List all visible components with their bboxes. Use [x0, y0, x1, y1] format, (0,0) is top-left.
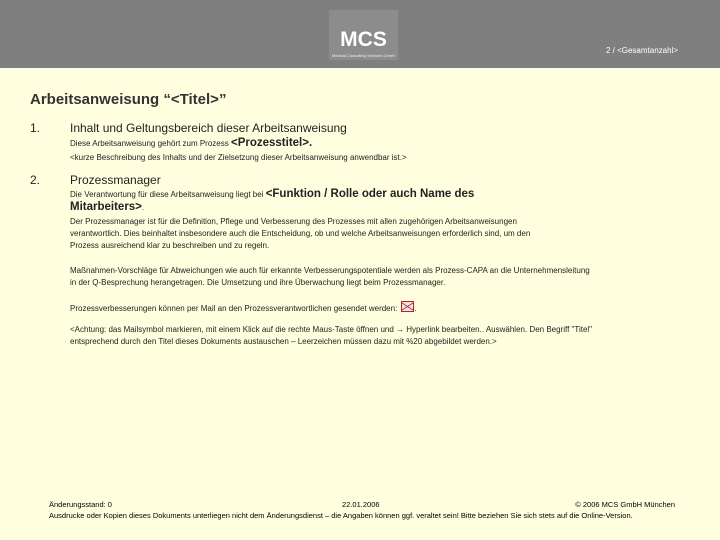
mcs-logo	[329, 10, 398, 60]
section-2-duties: Der Prozessmanager ist für die Definition, Pflege und Verbesserung des Prozesses mit allen zugehörigen Arbeitsanweisungen verantwortlich. Dies beinhaltet insbesondere auch die Entscheidung, ob und welche Arbeitsanweisungen erforderlich sind, um den Prozess ausreichend klar zu beschreiben und zu regeln.	[70, 217, 531, 250]
footer-date: 22.01.2006	[342, 500, 380, 509]
footer-revision: Änderungsstand: 0	[49, 500, 112, 509]
section-2-responsibility	[70, 188, 550, 214]
mail-icon[interactable]	[401, 301, 414, 312]
logo-subtitle: Medical Consulting Services GmbH	[332, 53, 395, 58]
section-1-description: <kurze Beschreibung des Inhalts und der Zielsetzung dieser Arbeitsanweisung anwendbar ist.>	[70, 153, 407, 162]
footer	[49, 499, 675, 521]
page-number: 2 / <Gesamtanzahl>	[605, 46, 678, 55]
section-2-number: 2.	[30, 173, 41, 187]
footer-copyright: © 2006 MCS GmbH München	[575, 500, 675, 509]
section-2-note: <Achtung: das Mailsymbol markieren, mit einem Klick auf die rechte Maus-Taste öffnen und → Hyperlink bearbeiten.. Auswählen. Den Begriff "Titel" entsprechend durch den Titel dieses Dokuments austauschen – Leerzeichen müssen dazu mit %20 abgebildet werden.>	[70, 325, 593, 346]
section-1-number: 1.	[30, 121, 41, 135]
process-prefix: Diese Arbeitsanweisung gehört zum Prozess	[70, 139, 229, 148]
responsibility-placeholder: <Funktion / Rolle oder auch Name des Mitarbeiters>	[70, 188, 475, 213]
section-1-process-line	[70, 137, 610, 150]
document-title: Arbeitsanweisung “<Titel>”	[30, 91, 227, 108]
section-2-capa: Maßnahmen-Vorschläge für Abweichungen wie auch für erkannte Verbesserungspotentiale werden als Prozess-CAPA an die Unternehmensleitung in der Q-Besprechung herangetragen. Die Umsetzung und ihre Überwachung liegt beim Prozessmanager.	[70, 266, 590, 287]
mail-line-end: .	[414, 304, 417, 313]
process-placeholder: <Prozesstitel>.	[230, 137, 313, 149]
responsibility-suffix: .	[141, 203, 145, 212]
logo-text: MCS	[340, 28, 387, 51]
header-bar	[0, 0, 720, 68]
section-2-heading: Prozessmanager	[70, 173, 161, 187]
responsibility-prefix: Die Verantwortung für diese Arbeitsanweisung liegt bei	[70, 190, 264, 199]
mail-line-text: Prozessverbesserungen können per Mail an den Prozessverantwortlichen gesendet werden:	[70, 304, 398, 313]
section-1-heading: Inhalt und Geltungsbereich dieser Arbeitsanweisung	[70, 121, 347, 135]
section-2-mail-line	[70, 301, 610, 315]
footer-disclaimer: Ausdrucke oder Kopien dieses Dokuments unterliegen nicht dem Änderungsdienst – die Angaben können ggf. veraltet sein! Bitte beziehen Sie sich stets auf die Online-Version.	[49, 511, 633, 520]
